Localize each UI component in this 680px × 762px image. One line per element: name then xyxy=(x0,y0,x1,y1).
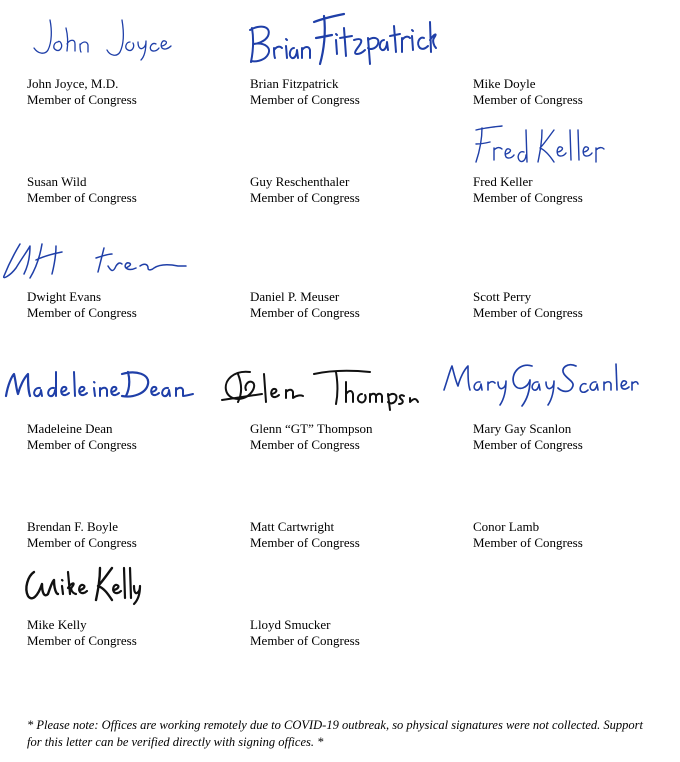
signature-dwight-evans xyxy=(0,236,190,284)
signature-glenn-thompson xyxy=(220,364,416,412)
signer-name: Mike Doyle xyxy=(473,76,536,91)
signer-name: Mary Gay Scanlon xyxy=(473,421,572,436)
signer-name: Madeleine Dean xyxy=(27,421,113,436)
signer-name: Brian Fitzpatrick xyxy=(250,76,339,91)
signer-john-joyce xyxy=(27,76,137,108)
signer-name: Glenn “GT” Thompson xyxy=(250,421,373,436)
signer-title: Member of Congress xyxy=(250,535,360,550)
signer-title: Member of Congress xyxy=(27,633,137,648)
signature-brian-fitzpatrick xyxy=(244,8,436,70)
signer-mike-doyle xyxy=(473,76,583,108)
signer-matt-cartwright xyxy=(250,519,360,551)
signer-title: Member of Congress xyxy=(473,92,583,107)
signer-name: Scott Perry xyxy=(473,289,532,304)
signer-title: Member of Congress xyxy=(473,305,583,320)
signer-title: Member of Congress xyxy=(250,305,360,320)
signer-title: Member of Congress xyxy=(27,437,137,452)
signer-susan-wild xyxy=(27,174,137,206)
signer-title: Member of Congress xyxy=(250,190,360,205)
signer-lloyd-smucker xyxy=(250,617,360,649)
signer-title: Member of Congress xyxy=(473,535,583,550)
signer-daniel-meuser xyxy=(250,289,360,321)
signature-fred-keller xyxy=(470,122,610,168)
signer-title: Member of Congress xyxy=(27,305,137,320)
signer-mary-gay-scanlon xyxy=(473,421,583,453)
signer-madeleine-dean xyxy=(27,421,137,453)
signature-john-joyce xyxy=(28,14,178,64)
signer-title: Member of Congress xyxy=(473,437,583,452)
covid-footnote: * Please note: Offices are working remotely due to COVID-19 outbreak, so physical signatures were not collected. Support for this letter can be verified directly with signing offices. * xyxy=(27,718,643,749)
signer-dwight-evans xyxy=(27,289,137,321)
signer-name: Lloyd Smucker xyxy=(250,617,331,632)
signer-name: Conor Lamb xyxy=(473,519,540,534)
signer-glenn-thompson xyxy=(250,421,373,453)
signer-name: Dwight Evans xyxy=(27,289,102,304)
signer-brendan-boyle xyxy=(27,519,137,551)
signer-name: Fred Keller xyxy=(473,174,533,189)
signature-mary-gay-scanlon xyxy=(440,354,640,412)
signature-mike-kelly xyxy=(20,560,144,610)
signer-title: Member of Congress xyxy=(250,633,360,648)
signer-title: Member of Congress xyxy=(27,535,137,550)
signer-conor-lamb xyxy=(473,519,583,551)
signer-scott-perry xyxy=(473,289,583,321)
signer-title: Member of Congress xyxy=(27,190,137,205)
signer-name: Brendan F. Boyle xyxy=(27,519,119,534)
signer-name: John Joyce, M.D. xyxy=(27,76,119,91)
signer-mike-kelly xyxy=(27,617,137,649)
signer-name: Matt Cartwright xyxy=(250,519,335,534)
signer-title: Member of Congress xyxy=(473,190,583,205)
signer-guy-reschenthaler xyxy=(250,174,360,206)
signer-name: Mike Kelly xyxy=(27,617,87,632)
signer-title: Member of Congress xyxy=(250,437,360,452)
signer-name: Daniel P. Meuser xyxy=(250,289,340,304)
signature-madeleine-dean xyxy=(2,364,196,406)
signer-title: Member of Congress xyxy=(27,92,137,107)
signer-name: Susan Wild xyxy=(27,174,87,189)
signer-title: Member of Congress xyxy=(250,92,360,107)
signer-brian-fitzpatrick xyxy=(250,76,360,108)
signer-fred-keller xyxy=(473,174,583,206)
signer-name: Guy Reschenthaler xyxy=(250,174,350,189)
